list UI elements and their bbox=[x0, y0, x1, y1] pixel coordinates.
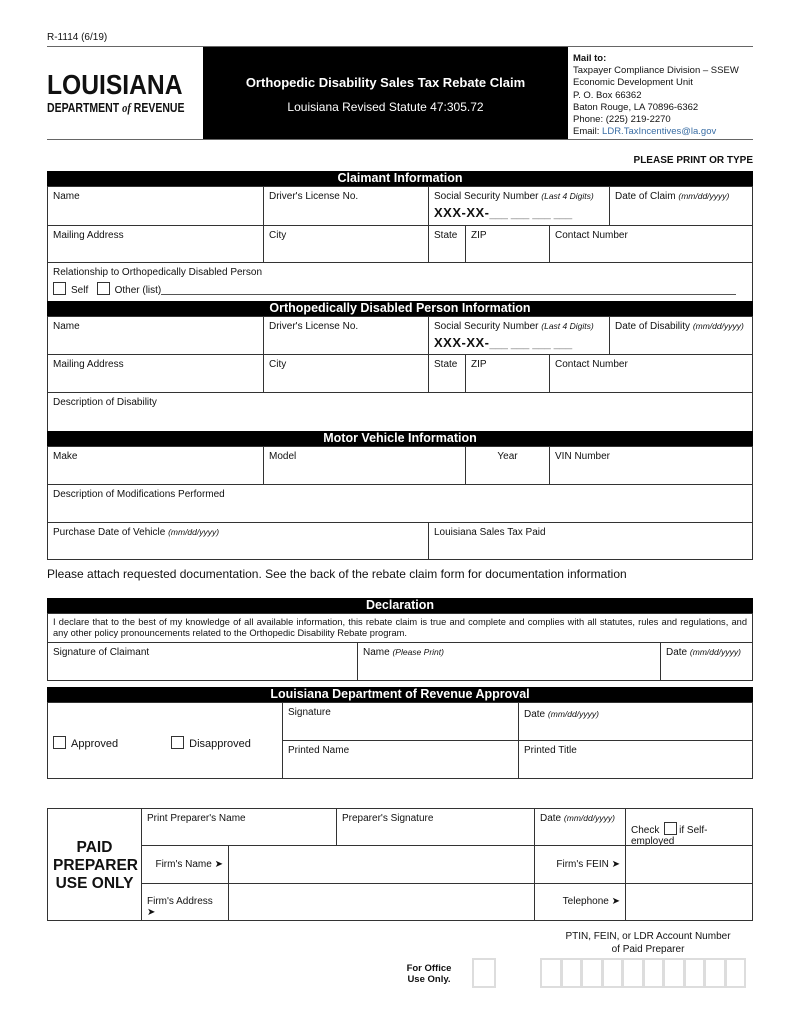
paid-preparer-label: PAID PREPARER USE ONLY bbox=[47, 808, 142, 921]
vehicle-header: Motor Vehicle Information bbox=[47, 431, 753, 446]
approval-date-field[interactable]: Date (mm/dd/yyyy) bbox=[518, 702, 753, 741]
email-link[interactable]: LDR.TaxIncentives@la.gov bbox=[602, 126, 717, 138]
disabled-city-field[interactable]: City bbox=[263, 354, 429, 393]
disabled-name-field[interactable]: Name bbox=[47, 316, 264, 355]
telephone-label: Telephone ➤ bbox=[534, 883, 626, 921]
firm-address-label: Firm's Address ➤ bbox=[141, 883, 229, 921]
office-use-box[interactable] bbox=[472, 958, 496, 988]
make-field[interactable]: Make bbox=[47, 446, 264, 485]
form-title: Orthopedic Disability Sales Tax Rebate Claim bbox=[245, 75, 526, 90]
vin-field[interactable]: VIN Number bbox=[549, 446, 753, 485]
title-block bbox=[203, 47, 568, 139]
ptin-digit-box[interactable] bbox=[663, 958, 685, 988]
firm-fein-field[interactable] bbox=[625, 845, 753, 884]
disabled-dl-field[interactable]: Driver's License No. bbox=[263, 316, 429, 355]
approval-signature-field[interactable]: Signature bbox=[282, 702, 519, 741]
claimant-ssn-field[interactable]: Social Security Number (Last 4 Digits) XXX-XX-___ ___ ___ ___ bbox=[428, 186, 610, 226]
purchase-date-field[interactable]: Purchase Date of Vehicle (mm/dd/yyyy) bbox=[47, 522, 429, 560]
claimant-state-field[interactable]: State bbox=[428, 225, 466, 263]
preparer-name-field[interactable]: Print Preparer's Name bbox=[141, 808, 337, 846]
claimant-zip-field[interactable]: ZIP bbox=[465, 225, 550, 263]
sales-tax-field[interactable]: Louisiana Sales Tax Paid bbox=[428, 522, 753, 560]
disability-date-field[interactable]: Date of Disability (mm/dd/yyyy) bbox=[609, 316, 753, 355]
ptin-digit-box[interactable] bbox=[725, 958, 747, 988]
approval-status: Approved Disapproved bbox=[47, 702, 283, 779]
relationship-field: Relationship to Orthopedically Disabled Person Self Other (list) bbox=[47, 262, 753, 302]
print-notice: PLEASE PRINT OR TYPE bbox=[633, 155, 753, 166]
claimant-name-field[interactable]: Name bbox=[47, 186, 264, 226]
declaration-header: Declaration bbox=[47, 598, 753, 613]
firm-fein-label: Firm's FEIN ➤ bbox=[534, 845, 626, 884]
claimant-header: Claimant Information bbox=[47, 171, 753, 186]
disabled-address-field[interactable]: Mailing Address bbox=[47, 354, 264, 393]
ldr-logo: LOUISIANA DEPARTMENT of REVENUE bbox=[47, 69, 185, 115]
ptin-label: PTIN, FEIN, or LDR Account Number of Paid Preparer bbox=[565, 931, 731, 955]
other-checkbox[interactable] bbox=[97, 282, 110, 295]
ptin-digit-box[interactable] bbox=[643, 958, 665, 988]
self-employed-checkbox[interactable] bbox=[664, 822, 677, 835]
declaration-date-field[interactable]: Date (mm/dd/yyyy) bbox=[660, 642, 753, 681]
ptin-digit-box[interactable] bbox=[540, 958, 562, 988]
disapproved-checkbox[interactable] bbox=[171, 736, 184, 749]
divider bbox=[47, 139, 753, 140]
office-use-label: For Office Use Only. bbox=[406, 963, 452, 985]
preparer-date-field[interactable]: Date (mm/dd/yyyy) bbox=[534, 808, 626, 846]
disabled-state-field[interactable]: State bbox=[428, 354, 466, 393]
claimant-print-name-field[interactable]: Name (Please Print) bbox=[357, 642, 661, 681]
claimant-contact-field[interactable]: Contact Number bbox=[549, 225, 753, 263]
claimant-address-field[interactable]: Mailing Address bbox=[47, 225, 264, 263]
self-checkbox[interactable] bbox=[53, 282, 66, 295]
disability-description-field[interactable]: Description of Disability bbox=[47, 392, 753, 432]
declaration-text: I declare that to the best of my knowledge of all available information, this rebate claim is true and complete and complies with all statutes, rules and regulations, and any other policy pronouncements related to the Orthopedic Disability Rebate program. bbox=[47, 613, 753, 643]
attach-note: Please attach requested documentation. See the back of the rebate claim form for documentation information bbox=[47, 567, 627, 581]
firm-name-field[interactable] bbox=[228, 845, 535, 884]
model-field[interactable]: Model bbox=[263, 446, 466, 485]
disabled-contact-field[interactable]: Contact Number bbox=[549, 354, 753, 393]
claimant-dl-field[interactable]: Driver's License No. bbox=[263, 186, 429, 226]
approved-checkbox[interactable] bbox=[53, 736, 66, 749]
preparer-signature-field[interactable]: Preparer's Signature bbox=[336, 808, 535, 846]
ptin-digit-box[interactable] bbox=[561, 958, 583, 988]
disabled-zip-field[interactable]: ZIP bbox=[465, 354, 550, 393]
claimant-city-field[interactable]: City bbox=[263, 225, 429, 263]
ptin-digit-box[interactable] bbox=[622, 958, 644, 988]
self-employed-field: Check if Self-employed bbox=[625, 808, 753, 846]
ptin-digit-box[interactable] bbox=[684, 958, 706, 988]
ptin-boxes[interactable] bbox=[540, 958, 745, 988]
disabled-header: Orthopedically Disabled Person Information bbox=[47, 301, 753, 316]
form-subtitle: Louisiana Revised Statute 47:305.72 bbox=[287, 100, 484, 114]
approval-printed-name-field[interactable]: Printed Name bbox=[282, 740, 519, 779]
disabled-ssn-field[interactable]: Social Security Number (Last 4 Digits) XXX-XX-___ ___ ___ ___ bbox=[428, 316, 610, 355]
modifications-field[interactable]: Description of Modifications Performed bbox=[47, 484, 753, 523]
year-field[interactable]: Year bbox=[465, 446, 550, 485]
other-input[interactable] bbox=[161, 294, 736, 295]
firm-address-field[interactable] bbox=[228, 883, 535, 921]
claimant-signature-field[interactable]: Signature of Claimant bbox=[47, 642, 358, 681]
ptin-digit-box[interactable] bbox=[704, 958, 726, 988]
form-id: R-1114 (6/19) bbox=[47, 32, 108, 43]
approval-printed-title-field[interactable]: Printed Title bbox=[518, 740, 753, 779]
telephone-field[interactable] bbox=[625, 883, 753, 921]
mail-to: Mail to: Taxpayer Compliance Division – SSEW Economic Development Unit P. O. Box 66362 Baton Rouge, LA 70896-6362 Phone: (225) 219-2270 Email: LDR.TaxIncentives@la.gov bbox=[573, 53, 739, 138]
ptin-digit-box[interactable] bbox=[581, 958, 603, 988]
firm-name-label: Firm's Name ➤ bbox=[141, 845, 229, 884]
ptin-digit-box[interactable] bbox=[602, 958, 624, 988]
approval-header: Louisiana Department of Revenue Approval bbox=[47, 687, 753, 702]
claim-date-field[interactable]: Date of Claim (mm/dd/yyyy) bbox=[609, 186, 753, 226]
